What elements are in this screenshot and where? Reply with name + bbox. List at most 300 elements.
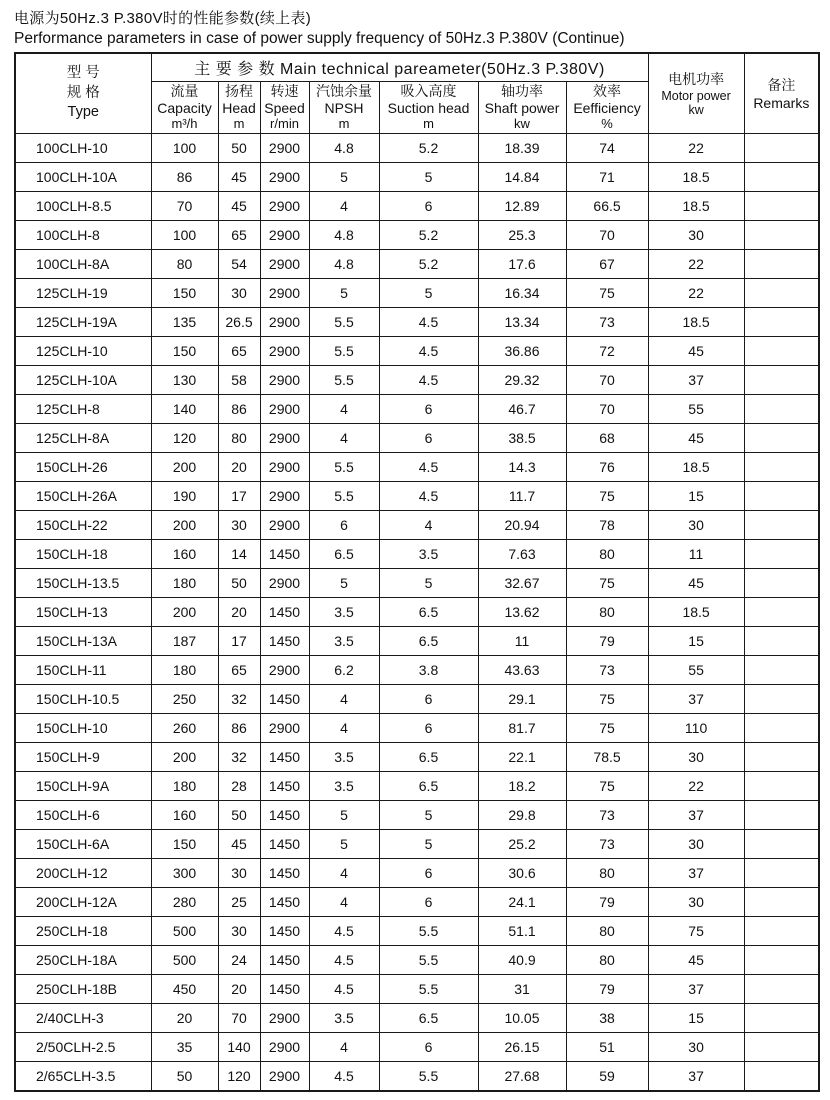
cell-type: 100CLH-8 bbox=[15, 220, 151, 249]
cell-remarks bbox=[744, 336, 819, 365]
header-efficiency bbox=[566, 81, 648, 133]
table-row bbox=[15, 655, 819, 684]
table-row bbox=[15, 829, 819, 858]
header-npsh-zh: 汽蚀余量 bbox=[316, 83, 372, 100]
cell-speed: 2900 bbox=[260, 452, 309, 481]
cell-capacity: 450 bbox=[151, 974, 218, 1003]
cell-remarks bbox=[744, 974, 819, 1003]
table-row bbox=[15, 858, 819, 887]
header-capacity-zh: 流量 bbox=[170, 83, 199, 100]
cell-npsh: 5.5 bbox=[309, 481, 379, 510]
header-capacity-unit: m³/h bbox=[171, 116, 198, 132]
cell-motor-power: 18.5 bbox=[648, 597, 744, 626]
cell-type: 2/65CLH-3.5 bbox=[15, 1061, 151, 1091]
cell-shaft-power: 38.5 bbox=[478, 423, 566, 452]
cell-npsh: 4.8 bbox=[309, 220, 379, 249]
cell-remarks bbox=[744, 655, 819, 684]
header-type-zh-line2: 规 格 bbox=[66, 84, 100, 101]
cell-type: 125CLH-19 bbox=[15, 278, 151, 307]
cell-speed: 2900 bbox=[260, 278, 309, 307]
cell-remarks bbox=[744, 539, 819, 568]
cell-efficiency: 75 bbox=[566, 713, 648, 742]
table-row bbox=[15, 423, 819, 452]
cell-head: 30 bbox=[218, 278, 260, 307]
table-row bbox=[15, 887, 819, 916]
cell-type: 250CLH-18B bbox=[15, 974, 151, 1003]
header-remarks bbox=[744, 53, 819, 134]
cell-head: 30 bbox=[218, 510, 260, 539]
cell-suction-head: 5 bbox=[379, 829, 478, 858]
cell-shaft-power: 25.2 bbox=[478, 829, 566, 858]
cell-speed: 2900 bbox=[260, 1061, 309, 1091]
cell-motor-power: 30 bbox=[648, 829, 744, 858]
cell-capacity: 250 bbox=[151, 684, 218, 713]
cell-type: 150CLH-10.5 bbox=[15, 684, 151, 713]
table-row bbox=[15, 684, 819, 713]
cell-npsh: 3.5 bbox=[309, 771, 379, 800]
cell-motor-power: 37 bbox=[648, 858, 744, 887]
cell-remarks bbox=[744, 191, 819, 220]
cell-motor-power: 22 bbox=[648, 133, 744, 162]
cell-head: 140 bbox=[218, 1032, 260, 1061]
cell-npsh: 4 bbox=[309, 684, 379, 713]
cell-capacity: 260 bbox=[151, 713, 218, 742]
cell-capacity: 135 bbox=[151, 307, 218, 336]
cell-remarks bbox=[744, 481, 819, 510]
header-speed-en: Speed bbox=[264, 99, 305, 116]
title-english: Performance parameters in case of power supply frequency of 50Hz.3 P.380V (Continue) bbox=[14, 29, 625, 47]
header-remarks-en: Remarks bbox=[753, 95, 810, 112]
table-row bbox=[15, 249, 819, 278]
cell-efficiency: 73 bbox=[566, 800, 648, 829]
cell-npsh: 5 bbox=[309, 278, 379, 307]
cell-shaft-power: 13.34 bbox=[478, 307, 566, 336]
cell-npsh: 4.5 bbox=[309, 945, 379, 974]
table-row bbox=[15, 742, 819, 771]
cell-head: 65 bbox=[218, 655, 260, 684]
cell-shaft-power: 13.62 bbox=[478, 597, 566, 626]
cell-remarks bbox=[744, 1032, 819, 1061]
cell-capacity: 100 bbox=[151, 133, 218, 162]
cell-npsh: 4.8 bbox=[309, 249, 379, 278]
cell-speed: 1450 bbox=[260, 916, 309, 945]
cell-type: 100CLH-10 bbox=[15, 133, 151, 162]
cell-npsh: 4 bbox=[309, 191, 379, 220]
cell-shaft-power: 81.7 bbox=[478, 713, 566, 742]
cell-remarks bbox=[744, 510, 819, 539]
cell-remarks bbox=[744, 684, 819, 713]
table-row bbox=[15, 133, 819, 162]
table-row bbox=[15, 452, 819, 481]
cell-efficiency: 75 bbox=[566, 568, 648, 597]
cell-efficiency: 75 bbox=[566, 278, 648, 307]
cell-npsh: 5.5 bbox=[309, 307, 379, 336]
cell-capacity: 150 bbox=[151, 829, 218, 858]
cell-head: 58 bbox=[218, 365, 260, 394]
cell-suction-head: 5 bbox=[379, 800, 478, 829]
cell-efficiency: 79 bbox=[566, 974, 648, 1003]
cell-motor-power: 15 bbox=[648, 626, 744, 655]
cell-shaft-power: 40.9 bbox=[478, 945, 566, 974]
cell-head: 14 bbox=[218, 539, 260, 568]
cell-motor-power: 75 bbox=[648, 916, 744, 945]
cell-npsh: 4 bbox=[309, 423, 379, 452]
cell-speed: 1450 bbox=[260, 626, 309, 655]
cell-capacity: 280 bbox=[151, 887, 218, 916]
cell-remarks bbox=[744, 800, 819, 829]
cell-efficiency: 80 bbox=[566, 916, 648, 945]
cell-suction-head: 4.5 bbox=[379, 336, 478, 365]
cell-motor-power: 15 bbox=[648, 481, 744, 510]
header-type bbox=[15, 53, 151, 134]
cell-motor-power: 37 bbox=[648, 1061, 744, 1091]
cell-capacity: 200 bbox=[151, 452, 218, 481]
header-head-unit: m bbox=[233, 116, 245, 132]
cell-npsh: 4 bbox=[309, 887, 379, 916]
cell-suction-head: 5.5 bbox=[379, 1061, 478, 1091]
cell-shaft-power: 11.7 bbox=[478, 481, 566, 510]
header-type-zh-line1: 型 号 bbox=[66, 65, 100, 82]
cell-shaft-power: 27.68 bbox=[478, 1061, 566, 1091]
cell-type: 150CLH-9A bbox=[15, 771, 151, 800]
table-row bbox=[15, 945, 819, 974]
cell-suction-head: 5 bbox=[379, 568, 478, 597]
header-suction-head-zh: 吸入高度 bbox=[400, 83, 457, 100]
cell-speed: 1450 bbox=[260, 829, 309, 858]
cell-npsh: 4.5 bbox=[309, 916, 379, 945]
cell-npsh: 5 bbox=[309, 162, 379, 191]
header-speed-zh: 转速 bbox=[270, 83, 299, 100]
cell-type: 2/40CLH-3 bbox=[15, 1003, 151, 1032]
cell-shaft-power: 46.7 bbox=[478, 394, 566, 423]
cell-suction-head: 5.5 bbox=[379, 916, 478, 945]
cell-npsh: 3.5 bbox=[309, 742, 379, 771]
cell-head: 50 bbox=[218, 800, 260, 829]
cell-suction-head: 6 bbox=[379, 713, 478, 742]
cell-head: 50 bbox=[218, 568, 260, 597]
cell-capacity: 140 bbox=[151, 394, 218, 423]
cell-capacity: 130 bbox=[151, 365, 218, 394]
cell-head: 54 bbox=[218, 249, 260, 278]
cell-npsh: 5 bbox=[309, 800, 379, 829]
cell-type: 150CLH-26 bbox=[15, 452, 151, 481]
header-capacity-en: Capacity bbox=[157, 99, 212, 116]
table-row bbox=[15, 394, 819, 423]
cell-remarks bbox=[744, 133, 819, 162]
cell-suction-head: 6 bbox=[379, 423, 478, 452]
header-motor-power-zh: 电机功率 bbox=[668, 71, 725, 88]
cell-motor-power: 11 bbox=[648, 539, 744, 568]
cell-speed: 2900 bbox=[260, 220, 309, 249]
cell-motor-power: 18.5 bbox=[648, 452, 744, 481]
cell-motor-power: 18.5 bbox=[648, 162, 744, 191]
cell-remarks bbox=[744, 945, 819, 974]
cell-motor-power: 55 bbox=[648, 655, 744, 684]
cell-efficiency: 59 bbox=[566, 1061, 648, 1091]
cell-speed: 1450 bbox=[260, 597, 309, 626]
cell-type: 150CLH-6A bbox=[15, 829, 151, 858]
cell-efficiency: 70 bbox=[566, 394, 648, 423]
table-row bbox=[15, 481, 819, 510]
cell-type: 2/50CLH-2.5 bbox=[15, 1032, 151, 1061]
cell-efficiency: 78.5 bbox=[566, 742, 648, 771]
cell-type: 150CLH-6 bbox=[15, 800, 151, 829]
cell-efficiency: 73 bbox=[566, 655, 648, 684]
header-motor-power-unit: kw bbox=[688, 103, 704, 118]
table-body bbox=[15, 133, 819, 1091]
cell-capacity: 180 bbox=[151, 771, 218, 800]
cell-suction-head: 4.5 bbox=[379, 452, 478, 481]
cell-speed: 1450 bbox=[260, 887, 309, 916]
cell-capacity: 20 bbox=[151, 1003, 218, 1032]
cell-shaft-power: 11 bbox=[478, 626, 566, 655]
cell-type: 125CLH-10A bbox=[15, 365, 151, 394]
cell-head: 80 bbox=[218, 423, 260, 452]
cell-type: 200CLH-12A bbox=[15, 887, 151, 916]
table-row bbox=[15, 568, 819, 597]
cell-speed: 2900 bbox=[260, 365, 309, 394]
cell-remarks bbox=[744, 771, 819, 800]
cell-head: 86 bbox=[218, 713, 260, 742]
header-efficiency-zh: 效率 bbox=[593, 83, 622, 100]
cell-motor-power: 55 bbox=[648, 394, 744, 423]
cell-suction-head: 3.5 bbox=[379, 539, 478, 568]
cell-efficiency: 74 bbox=[566, 133, 648, 162]
cell-type: 150CLH-13 bbox=[15, 597, 151, 626]
cell-npsh: 5 bbox=[309, 568, 379, 597]
cell-efficiency: 75 bbox=[566, 481, 648, 510]
table-row bbox=[15, 916, 819, 945]
cell-type: 100CLH-8A bbox=[15, 249, 151, 278]
header-motor-power-en: Motor power bbox=[661, 89, 731, 104]
table-row bbox=[15, 1003, 819, 1032]
cell-capacity: 86 bbox=[151, 162, 218, 191]
cell-capacity: 500 bbox=[151, 945, 218, 974]
cell-head: 65 bbox=[218, 336, 260, 365]
cell-shaft-power: 25.3 bbox=[478, 220, 566, 249]
cell-remarks bbox=[744, 394, 819, 423]
header-main-parameters-group: 主 要 参 数 Main technical pareameter(50Hz.3 P.380V) bbox=[151, 53, 648, 82]
cell-efficiency: 38 bbox=[566, 1003, 648, 1032]
cell-motor-power: 37 bbox=[648, 365, 744, 394]
cell-speed: 2900 bbox=[260, 423, 309, 452]
cell-shaft-power: 16.34 bbox=[478, 278, 566, 307]
cell-capacity: 70 bbox=[151, 191, 218, 220]
performance-table bbox=[14, 52, 820, 1092]
cell-remarks bbox=[744, 597, 819, 626]
cell-capacity: 150 bbox=[151, 336, 218, 365]
cell-motor-power: 37 bbox=[648, 684, 744, 713]
cell-capacity: 50 bbox=[151, 1061, 218, 1091]
cell-motor-power: 22 bbox=[648, 278, 744, 307]
cell-suction-head: 6.5 bbox=[379, 771, 478, 800]
cell-suction-head: 4.5 bbox=[379, 307, 478, 336]
header-shaft-power bbox=[478, 81, 566, 133]
cell-remarks bbox=[744, 568, 819, 597]
cell-motor-power: 37 bbox=[648, 974, 744, 1003]
cell-motor-power: 30 bbox=[648, 742, 744, 771]
cell-efficiency: 80 bbox=[566, 539, 648, 568]
table-row bbox=[15, 539, 819, 568]
cell-speed: 1450 bbox=[260, 858, 309, 887]
cell-motor-power: 37 bbox=[648, 800, 744, 829]
cell-head: 17 bbox=[218, 626, 260, 655]
cell-remarks bbox=[744, 1003, 819, 1032]
cell-speed: 2900 bbox=[260, 191, 309, 220]
cell-npsh: 4.8 bbox=[309, 133, 379, 162]
header-npsh bbox=[309, 81, 379, 133]
cell-shaft-power: 18.39 bbox=[478, 133, 566, 162]
header-npsh-en: NPSH bbox=[324, 99, 364, 116]
cell-suction-head: 3.8 bbox=[379, 655, 478, 684]
header-motor-power bbox=[648, 53, 744, 134]
cell-efficiency: 79 bbox=[566, 887, 648, 916]
cell-head: 20 bbox=[218, 974, 260, 1003]
cell-capacity: 187 bbox=[151, 626, 218, 655]
cell-shaft-power: 51.1 bbox=[478, 916, 566, 945]
cell-suction-head: 5.5 bbox=[379, 974, 478, 1003]
cell-suction-head: 6.5 bbox=[379, 1003, 478, 1032]
cell-shaft-power: 18.2 bbox=[478, 771, 566, 800]
cell-speed: 2900 bbox=[260, 307, 309, 336]
cell-head: 28 bbox=[218, 771, 260, 800]
header-shaft-power-zh: 轴功率 bbox=[501, 83, 543, 100]
cell-motor-power: 45 bbox=[648, 423, 744, 452]
cell-npsh: 5.5 bbox=[309, 336, 379, 365]
header-efficiency-en: Eefficiency bbox=[573, 99, 641, 116]
cell-remarks bbox=[744, 423, 819, 452]
cell-head: 50 bbox=[218, 133, 260, 162]
cell-efficiency: 75 bbox=[566, 771, 648, 800]
cell-suction-head: 6 bbox=[379, 858, 478, 887]
cell-remarks bbox=[744, 249, 819, 278]
cell-capacity: 150 bbox=[151, 278, 218, 307]
cell-suction-head: 6 bbox=[379, 887, 478, 916]
cell-motor-power: 30 bbox=[648, 220, 744, 249]
cell-motor-power: 30 bbox=[648, 887, 744, 916]
header-npsh-unit: m bbox=[338, 116, 350, 132]
cell-capacity: 190 bbox=[151, 481, 218, 510]
table-row bbox=[15, 191, 819, 220]
cell-remarks bbox=[744, 307, 819, 336]
cell-suction-head: 6.5 bbox=[379, 597, 478, 626]
cell-shaft-power: 20.94 bbox=[478, 510, 566, 539]
cell-efficiency: 73 bbox=[566, 829, 648, 858]
header-shaft-power-unit: kw bbox=[514, 116, 530, 132]
cell-head: 26.5 bbox=[218, 307, 260, 336]
cell-shaft-power: 24.1 bbox=[478, 887, 566, 916]
cell-efficiency: 72 bbox=[566, 336, 648, 365]
cell-head: 20 bbox=[218, 452, 260, 481]
cell-type: 150CLH-18 bbox=[15, 539, 151, 568]
cell-head: 45 bbox=[218, 162, 260, 191]
cell-efficiency: 70 bbox=[566, 220, 648, 249]
cell-head: 32 bbox=[218, 684, 260, 713]
cell-shaft-power: 12.89 bbox=[478, 191, 566, 220]
table-row bbox=[15, 510, 819, 539]
cell-efficiency: 51 bbox=[566, 1032, 648, 1061]
table-row bbox=[15, 771, 819, 800]
cell-npsh: 3.5 bbox=[309, 597, 379, 626]
cell-speed: 2900 bbox=[260, 1003, 309, 1032]
cell-efficiency: 70 bbox=[566, 365, 648, 394]
table-row bbox=[15, 278, 819, 307]
cell-head: 32 bbox=[218, 742, 260, 771]
cell-remarks bbox=[744, 742, 819, 771]
cell-remarks bbox=[744, 829, 819, 858]
cell-shaft-power: 31 bbox=[478, 974, 566, 1003]
cell-efficiency: 73 bbox=[566, 307, 648, 336]
cell-type: 100CLH-8.5 bbox=[15, 191, 151, 220]
cell-head: 45 bbox=[218, 191, 260, 220]
cell-type: 125CLH-8 bbox=[15, 394, 151, 423]
cell-npsh: 3.5 bbox=[309, 626, 379, 655]
header-efficiency-unit: % bbox=[601, 116, 613, 132]
cell-capacity: 300 bbox=[151, 858, 218, 887]
cell-remarks bbox=[744, 626, 819, 655]
cell-capacity: 200 bbox=[151, 510, 218, 539]
cell-efficiency: 79 bbox=[566, 626, 648, 655]
cell-efficiency: 80 bbox=[566, 945, 648, 974]
cell-npsh: 4 bbox=[309, 394, 379, 423]
cell-efficiency: 71 bbox=[566, 162, 648, 191]
table-row bbox=[15, 1032, 819, 1061]
cell-npsh: 6 bbox=[309, 510, 379, 539]
cell-type: 150CLH-13A bbox=[15, 626, 151, 655]
cell-suction-head: 5 bbox=[379, 278, 478, 307]
cell-efficiency: 66.5 bbox=[566, 191, 648, 220]
cell-speed: 2900 bbox=[260, 510, 309, 539]
cell-type: 150CLH-9 bbox=[15, 742, 151, 771]
table-row bbox=[15, 1061, 819, 1091]
cell-capacity: 120 bbox=[151, 423, 218, 452]
table-row bbox=[15, 162, 819, 191]
cell-shaft-power: 32.67 bbox=[478, 568, 566, 597]
cell-motor-power: 15 bbox=[648, 1003, 744, 1032]
cell-speed: 2900 bbox=[260, 481, 309, 510]
cell-capacity: 80 bbox=[151, 249, 218, 278]
cell-motor-power: 22 bbox=[648, 771, 744, 800]
table-row bbox=[15, 336, 819, 365]
cell-npsh: 4 bbox=[309, 858, 379, 887]
cell-speed: 2900 bbox=[260, 133, 309, 162]
cell-type: 250CLH-18 bbox=[15, 916, 151, 945]
cell-motor-power: 30 bbox=[648, 1032, 744, 1061]
cell-capacity: 100 bbox=[151, 220, 218, 249]
cell-efficiency: 78 bbox=[566, 510, 648, 539]
cell-speed: 1450 bbox=[260, 974, 309, 1003]
cell-speed: 1450 bbox=[260, 539, 309, 568]
cell-suction-head: 6.5 bbox=[379, 742, 478, 771]
cell-type: 250CLH-18A bbox=[15, 945, 151, 974]
cell-shaft-power: 36.86 bbox=[478, 336, 566, 365]
cell-suction-head: 5.2 bbox=[379, 133, 478, 162]
cell-speed: 1450 bbox=[260, 742, 309, 771]
cell-speed: 2900 bbox=[260, 162, 309, 191]
header-shaft-power-en: Shaft power bbox=[484, 99, 560, 116]
cell-npsh: 5 bbox=[309, 829, 379, 858]
cell-type: 125CLH-19A bbox=[15, 307, 151, 336]
cell-suction-head: 5.2 bbox=[379, 220, 478, 249]
table-row bbox=[15, 307, 819, 336]
cell-shaft-power: 29.1 bbox=[478, 684, 566, 713]
cell-npsh: 5.5 bbox=[309, 365, 379, 394]
cell-capacity: 500 bbox=[151, 916, 218, 945]
cell-remarks bbox=[744, 916, 819, 945]
cell-efficiency: 75 bbox=[566, 684, 648, 713]
cell-suction-head: 5 bbox=[379, 162, 478, 191]
title-chinese: 电源为50Hz.3 P.380V时的性能参数(续上表) bbox=[14, 10, 312, 27]
